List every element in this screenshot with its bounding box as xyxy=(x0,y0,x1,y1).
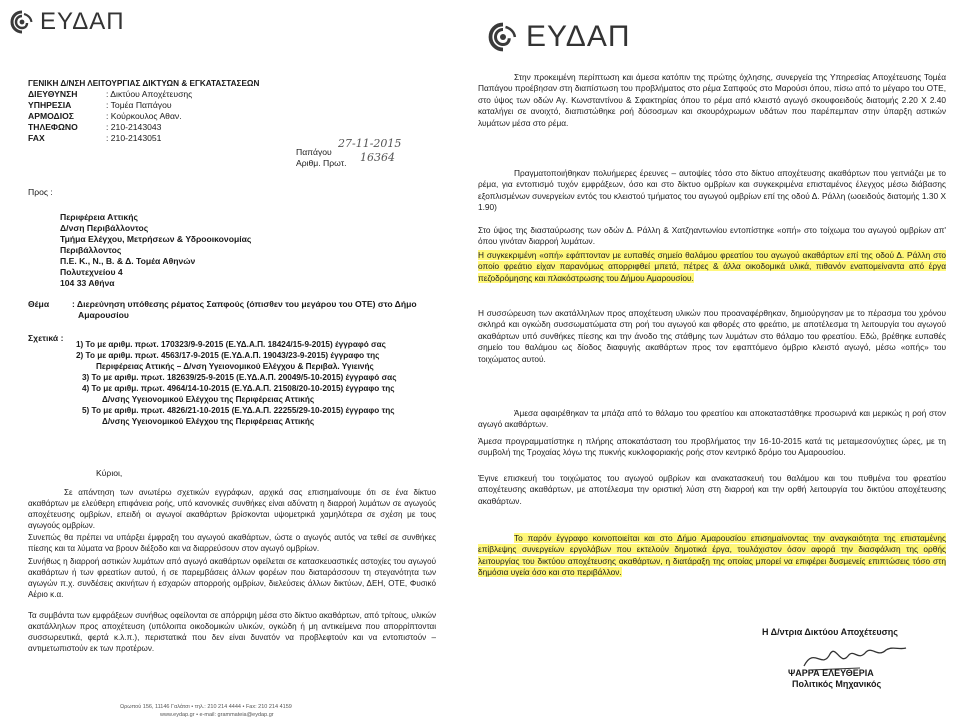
swirl-logo-icon xyxy=(488,22,518,52)
related-item: 1) Το με αριθμ. πρωτ. 170323/9-9-2015 (Ε.ΥΔ.Α.Π. 18424/15-9-2015) έγγραφό σας xyxy=(76,340,386,349)
general-directorate: ΓΕΝΙΚΗ Δ/ΝΣΗ ΛΕΙΤΟΥΡΓΙΑΣ ΔΙΚΤΥΩΝ & ΕΓΚΑΤΑΣΤΑΣΕΩΝ xyxy=(28,79,260,88)
related-item: 2) Το με αριθμ. πρωτ. 4563/17-9-2015 (Ε.ΥΔ.Α.Π. 19043/23-9-2015) έγγραφο της xyxy=(76,351,380,360)
header-row: ΥΠΗΡΕΣΙΑ : Τομέα Παπάγου xyxy=(28,100,172,110)
p2-paragraph-3: Η συσσώρευση των ακατάλληλων προς αποχέτευση υλικών που προαναφέρθηκαν, δημιούργησαν με το πέρασμα του χρόνου σκληρά και ογκώδη συσσωματώματα στη ροή του αγωγού και φθορές στο φρεάτιο, με αποτέλεσμα τη λειτουργία του αγωγού ακαθάρτων υπό συνθήκες πίεσης και την άνοδο της στάθμης των λυμάτων στο θάλαμο του φρεατίου. Εδώ, βρέθηκε ευπαθές σημείο του θαλάμου ως δίοδος διαφυγής ακαθάρτων προς τον εφαπτόμενο όμβριο κλειστό αγωγό, μέσω «οπής» του τοιχώματος αυτού. xyxy=(478,308,946,364)
related-item: 3) Το με αριθμ. πρωτ. 182639/25-9-2015 (Ε.ΥΔ.Α.Π. 20049/5-10-2015) έγγραφό σας xyxy=(82,373,397,382)
related-item: 5) Το με αριθμ. πρωτ. 4826/21-10-2015 (Ε.ΥΔ.Α.Π. 22255/29-10-2015) έγγραφο της xyxy=(82,406,395,415)
p2-paragraph-6-highlighted xyxy=(478,533,946,579)
subject-line-2: Αμαρουσίου xyxy=(78,310,129,320)
p2-paragraph-2b: Στο ύψος της διασταύρωσης των οδών Δ. Ράλλη & Χατζηαντωνίου εντοπίστηκε «οπή» στο τοίχωμα του αγωγού ομβρίων απ' όπου γινόταν διαρροή λυμάτων. xyxy=(478,225,946,247)
related-label: Σχετικά : xyxy=(28,333,64,343)
header-row: ΑΡΜΟΔΙΟΣ : Κούρκουλος Αθαν. xyxy=(28,111,182,121)
body-paragraph-4: Τα συμβάντα των εμφράξεων συνήθως οφείλονται σε απόρριψη μέσα στο δίκτυο ακαθάρτων, από τρίτους, υλικών ακατάλληλων προς αποχέτευση (υπόλοιπα οικοδομικών υλικών, ογκώδη ή μη αντικείμενα που απορρίπτονται συσσωρευτικά, φερτά κ.λ.π.), περιστατικά που δεν είναι δυνατόν να προβλεφτούν και να εντοπιστούν – αντιμετωπιστούν εκ των προτέρων. xyxy=(28,611,436,653)
signer-title: Η Δ/ντρια Δικτύου Αποχέτευσης xyxy=(762,627,898,637)
footer-web: www.eydap.gr • e-mail: grammateia@eydap.gr xyxy=(160,712,274,718)
letter-page-2 xyxy=(470,0,960,720)
header-row: FAX : 210-2143051 xyxy=(28,133,162,143)
swirl-logo-icon xyxy=(10,10,34,34)
related-item: Δ/νσης Υγειονομικού Ελέγχου της Περιφέρειας Αττικής xyxy=(102,395,315,404)
header-fields xyxy=(28,89,192,144)
related-item: Περιφέρειας Αττικής – Δ/νση Υγειονομικού Ελέγχου & Περιβαλ. Υγιεινής xyxy=(96,362,374,371)
place: Παπάγου xyxy=(296,147,332,157)
body-paragraph-1: Σε απάντηση των ανωτέρω σχετικών εγγράφων, αρχικά σας επισημαίνουμε ότι σε ένα δίκτυο ακαθάρτων με ελεύθερη επιφάνεια ροής, υπό κανονικές συνθήκες είναι αδύνατη η διαρροή λυμάτων σε αγωγούς αποχέτευσης ομβρίων, επειδή οι αγωγοί ακαθάρτων βρίσκονται υψομετρικά χαμηλότερα σε σχέση με τους αγωγούς ομβρίων. xyxy=(28,488,436,530)
signer-role: Πολιτικός Μηχανικός xyxy=(792,679,882,689)
footer-address: Ωρωπού 156, 11146 Γαλάτσι • τηλ.: 210 214 4444 • Fax: 210 214 4159 xyxy=(120,704,292,710)
body-paragraph-3: Συνήθως η διαρροή αστικών λυμάτων από αγωγό ακαθάρτων οφείλεται σε κατασκευαστικές αστοχίες του αγωγού ακαθάρτων ή των φρεατίων αυτού, ή σε παρεμβάσεις άλλων φορέων που διαταράσσουν τη στεγανότητα των αγωγών π.χ. συνδέσεις ακινήτων ή εσχαρών απορροής ομβρίων, διελεύσεις άλλων δικτύων, ΔΕΗ, ΟΤΕ, Φυσικό Αέριο κ.α. xyxy=(28,557,436,599)
highlight-span: Το παρόν έγγραφο κοινοποιείται και στο Δήμο Αμαρουσίου επισημαίνοντας την αναγκαιότητα της επισταμένης επίβλεψης συνεργείων εργολάβων που εκτελούν δημοτικά έργα, τουλάχιστον όσον αφορά την διασφάλιση της ορθής λειτουργίας του δικτύου αποχέτευσης ακαθάρτων, η διατάραξη της οποίας μπορεί να επιφέρει δυσμενείς επιπτώσεις τόσο στη δημόσια υγεία όσο και στο περιβάλλον. xyxy=(478,533,946,578)
signer-name: ΨΑΡΡΑ ΕΛΕΥΘΕΡΙΑ xyxy=(788,668,874,678)
handwritten-date: 27-11-2015 xyxy=(338,137,402,150)
eydap-logo xyxy=(488,20,631,54)
highlight-span: Η συγκεκριμένη «οπή» εφάπτονταν με ευπαθές σημείο θαλάμου φρεατίου του αγωγού ακαθάρτων επί της οδού Δ. Ράλλη στο οποίο φρεάτιο είχαν παρανόμως απορριφθεί μπετά, πέτρες & άλλα οικοδομικά υλικά, πιθανόν εναπομείναντα από έργα πεζοδρόμησης και πλακόστρωσης του Δήμου Αμαρουσίου. xyxy=(478,250,946,283)
header-row: ΔΙΕΥΘΥΝΣΗ : Δικτύου Αποχέτευσης xyxy=(28,89,193,99)
handwritten-protocol: 16364 xyxy=(360,151,395,164)
p2-paragraph-2c-highlighted xyxy=(478,250,946,284)
header-row: ΤΗΛΕΦΩΝΟ : 210-2143043 xyxy=(28,122,162,132)
body-paragraph-2: Συνεπώς θα πρέπει να υπάρξει έμφραξη του αγωγού ακαθάρτων, ώστε ο αγωγός αυτός να τεθεί σε συνθήκες πίεσης και τα λύματα να βρουν διέξοδο και να διαρρεύσουν στον αγωγό ομβρίων. xyxy=(28,533,436,553)
p2-paragraph-5b: Έγινε επισκευή του τοιχώματος του αγωγού ομβρίων και ανακατασκευή του θαλάμου και του πυθμένα του φρεατίου αποχέτευσης ακαθάρτων, με αποτέλεσμα την οριστική λύση στη διαρροή και την ορθή λειτουργία του δικτύου αποχέτευσης ακαθάρτων. xyxy=(478,473,946,506)
logo-text: ΕΥΔΑΠ xyxy=(40,8,125,35)
p2-paragraph-4: Άμεσα αφαιρέθηκαν τα μπάζα από το θάλαμο του φρεατίου και αποκαταστάθηκε προσωρινά και μερικώς η ροή στον αγωγό ακαθάρτων. xyxy=(478,408,946,430)
eydap-logo xyxy=(10,8,125,36)
logo-text: ΕΥΔΑΠ xyxy=(526,20,631,53)
p2-paragraph-2a: Πραγματοποιήθηκαν πολυήμερες έρευνες – αυτοψίες τόσο στο δίκτυο αποχέτευσης ακαθάρτων που γειτνιάζει με το ρέμα, για εντοπισμό τυχόν εμφράξεων, όσο και στο δίκτυο ομβρίων και συγκεκριμένα επισταμένος έλεγχος μέσω διάβασης εξοπλισμένων συνεργείων εντός του κλειστού τμήματος του αγωγού ομβρίων επί της οδού Δ. Ράλλη (ωοειδούς διατομής 1.30 Χ 1.90) xyxy=(478,168,946,213)
protocol-label: Αριθμ. Πρωτ. xyxy=(296,158,347,168)
related-list xyxy=(76,339,396,427)
letter-page-1 xyxy=(0,0,462,720)
related-item: 4) Το με αριθμ. πρωτ. 4964/14-10-2015 (Ε.ΥΔ.Α.Π. 21508/20-10-2015) έγγραφο της xyxy=(82,384,395,393)
p2-paragraph-5a: Άμεσα προγραμματίστηκε η πλήρης αποκατάσταση του προβλήματος την 16-10-2015 κατά τις μεταμεσονύχτιες ώρες, με τη συμβολή της Τροχαίας λόγω της πυκνής κυκλοφοριακής ροής στον κεντρικό δρόμο του Αμαρουσίου. xyxy=(478,436,946,458)
recipient-block: Περιφέρεια Αττικής Δ/νση Περιβάλλοντος Τμήμα Ελέγχου, Μετρήσεων & Υδροοικονομίας Περιβάλλοντος Π.Ε. Κ., Ν., Β. & Δ. Τομέα Αθηνών Πολυτεχνείου 4 104 33 Αθήνα xyxy=(60,212,252,288)
subject-label: Θέμα xyxy=(28,299,50,309)
subject-line-1: : Διερεύνηση υπόθεσης ρέματος Σαπφούς (όπισθεν του μεγάρου του ΟΤΕ) στο Δήμο xyxy=(72,299,417,309)
related-item: Δ/νσης Υγειονομικού Ελέγχου της Περιφέρειας Αττικής xyxy=(102,417,315,426)
to-label: Προς : xyxy=(28,187,53,197)
salutation: Κύριοι, xyxy=(96,468,123,478)
p2-paragraph-1: Στην προκειμένη περίπτωση και άμεσα κατόπιν της πρώτης όχλησης, συνεργεία της Υπηρεσίας Αποχέτευσης Τομέα Παπάγου προέβησαν στη διαπίστωση του προβλήματος στο ρέμα Σαπφούς στο Μαρούσι όπου, πίσω από το μέγαρο του ΟΤΕ, στο ύψος των οδών Αγ. Κωνσταντίνου & Σφακτηρίας όπου το ρέμα από κλειστό αγωγό σκουφοειδούς διατομής 2.20 Χ 2.40 καταλήγει σε ανοιχτό, διαπιστώθηκε ροή δύσοσμων και σκουρόχρωμων υδάτων που παρέπεμπαν στην ύπαρξη αστικών λυμάτων μέσα στο ρέμα. xyxy=(478,72,946,128)
